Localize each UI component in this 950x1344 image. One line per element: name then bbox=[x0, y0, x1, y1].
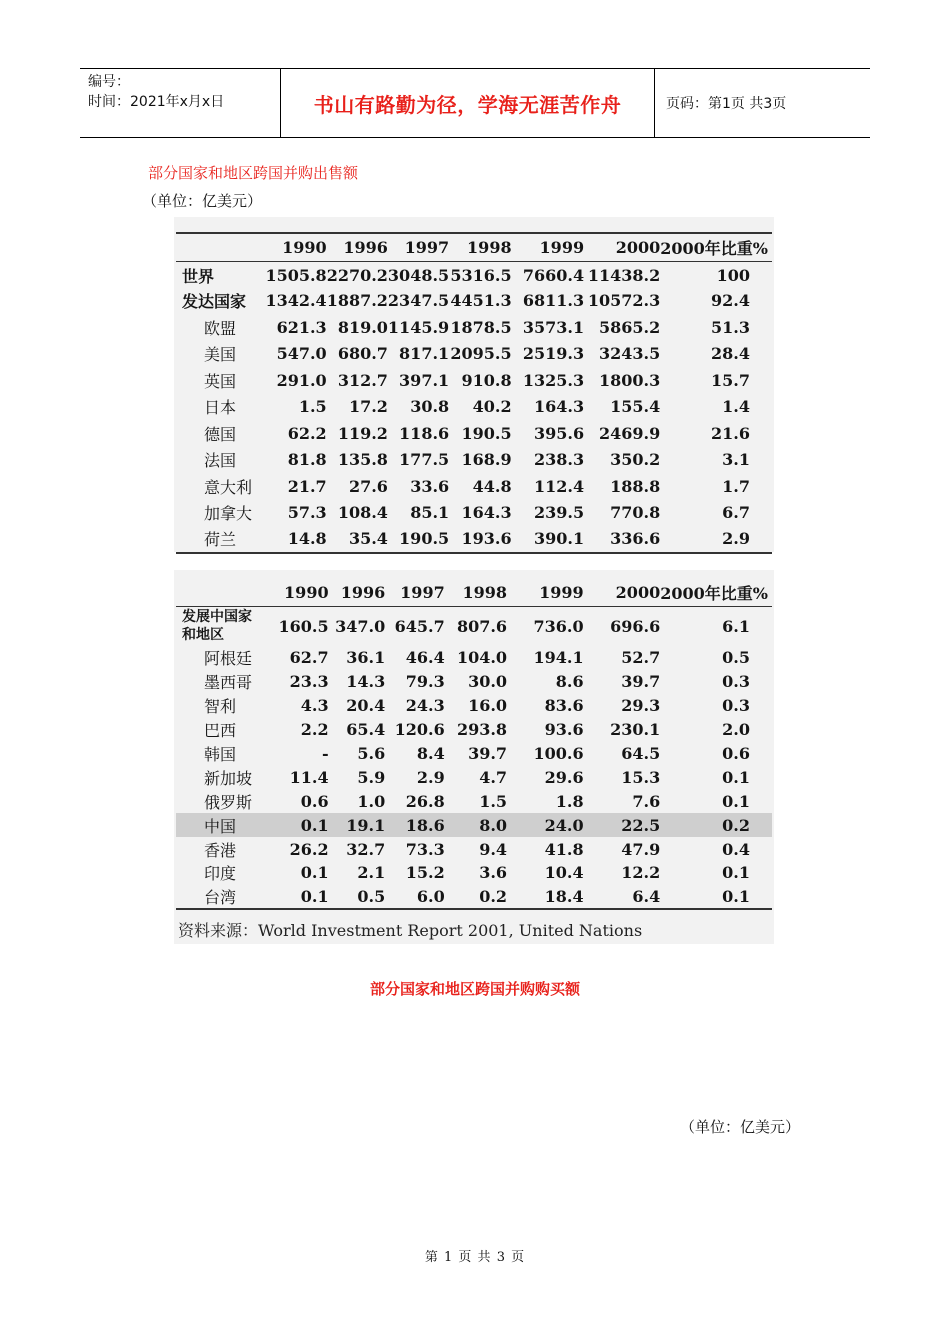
table-cell: 547.0 bbox=[276, 344, 327, 364]
table-cell: 108.4 bbox=[337, 503, 388, 523]
table-cell: 5.6 bbox=[357, 744, 386, 763]
row-label: 荷兰 bbox=[204, 530, 237, 550]
table-cell: 62.2 bbox=[287, 423, 327, 443]
table-row bbox=[176, 813, 772, 837]
table-cell: 18.6 bbox=[385, 813, 444, 837]
time-label: 时间：2021年x月x日 bbox=[88, 94, 225, 110]
table-cell: 32.7 bbox=[346, 839, 386, 859]
table-cell: 312.7 bbox=[337, 370, 388, 390]
header-meta bbox=[80, 69, 280, 137]
table-cell: 112.4 bbox=[533, 476, 585, 496]
table-row bbox=[176, 473, 772, 500]
table-cell: 12.2 bbox=[621, 863, 661, 883]
table-cell: 0.4 bbox=[722, 839, 750, 859]
row-label: 日本 bbox=[204, 398, 237, 418]
table-cell: 118.6 bbox=[399, 423, 450, 443]
table-cell: 0.1 bbox=[722, 886, 750, 906]
table-cell: 14.3 bbox=[346, 672, 386, 692]
row-label: 智利 bbox=[204, 697, 237, 717]
table-cell: 47.9 bbox=[621, 839, 661, 859]
table-cell: 397.1 bbox=[399, 370, 450, 390]
table-cell: 29.3 bbox=[621, 696, 661, 716]
row-label: 印度 bbox=[204, 864, 237, 884]
table-cell: 23.3 bbox=[289, 672, 329, 692]
table-cell: 239.5 bbox=[533, 503, 585, 523]
table-row bbox=[176, 837, 772, 861]
table-cell: 24.3 bbox=[405, 696, 445, 716]
page-header bbox=[80, 68, 870, 138]
table-cell: 2095.5 bbox=[450, 344, 512, 364]
table-cell: 17.2 bbox=[348, 397, 388, 417]
column-header bbox=[176, 233, 265, 261]
column-header: 1998 bbox=[462, 583, 508, 603]
row-label: 英国 bbox=[204, 371, 237, 391]
table-cell: 160.5 bbox=[278, 616, 329, 636]
table-cell: 0.1 bbox=[722, 791, 750, 811]
table-row bbox=[176, 694, 772, 718]
table-cell: 120.6 bbox=[394, 720, 445, 740]
column-header: 1999 bbox=[539, 237, 585, 257]
table-cell: 3048.5 bbox=[387, 266, 450, 285]
table-cell: 2347.5 bbox=[387, 291, 450, 311]
table-cell: 807.6 bbox=[456, 616, 508, 636]
row-label: 德国 bbox=[204, 424, 237, 444]
table-cell: 119.2 bbox=[337, 423, 388, 443]
table-cell: 1.5 bbox=[479, 791, 508, 811]
table-cell: 155.4 bbox=[610, 397, 661, 417]
table-cell: 16.0 bbox=[468, 696, 508, 716]
table-cell: 19.1 bbox=[329, 813, 386, 837]
table-cell: 2469.9 bbox=[599, 423, 661, 443]
table-cell: 770.8 bbox=[610, 503, 661, 523]
table-cell: - bbox=[321, 744, 329, 763]
row-label: 新加坡 bbox=[204, 768, 253, 788]
table-cell: 0.1 bbox=[300, 886, 329, 906]
table-cell: 8.0 bbox=[445, 813, 507, 837]
column-header: 1999 bbox=[539, 583, 584, 603]
table-cell: 395.6 bbox=[533, 423, 585, 443]
table-cell: 0.1 bbox=[722, 863, 750, 883]
table-cell: 3243.5 bbox=[599, 344, 661, 364]
table-cell: 24.0 bbox=[507, 813, 584, 837]
table-cell: 4.3 bbox=[300, 696, 329, 716]
table-cell: 1.0 bbox=[357, 791, 386, 811]
table-cell: 190.5 bbox=[461, 423, 512, 443]
table-cell: 0.3 bbox=[722, 696, 750, 716]
table-cell: 40.2 bbox=[472, 397, 512, 417]
row-label: 世界 bbox=[182, 267, 215, 286]
table-cell: 645.7 bbox=[394, 616, 445, 636]
table-row bbox=[176, 314, 772, 341]
table-cell: 8.6 bbox=[555, 672, 584, 692]
table-cell: 15.7 bbox=[711, 370, 750, 390]
table-cell: 1800.3 bbox=[599, 370, 661, 390]
row-label: 台湾 bbox=[204, 887, 237, 907]
table-cell: 30.8 bbox=[410, 397, 450, 417]
table-body bbox=[176, 261, 772, 553]
sales-unit: （单位：亿美元） bbox=[142, 192, 263, 210]
table-cell: 168.9 bbox=[461, 450, 512, 470]
column-header: 1997 bbox=[400, 583, 445, 603]
table-row bbox=[176, 367, 772, 394]
table-cell: 238.3 bbox=[533, 450, 585, 470]
row-label: 韩国 bbox=[204, 745, 237, 764]
table-cell: 0.6 bbox=[722, 744, 750, 763]
row-label: 欧盟 bbox=[204, 318, 237, 338]
row-label: 加拿大 bbox=[204, 504, 253, 524]
table-cell: 28.4 bbox=[711, 344, 750, 364]
column-header bbox=[176, 580, 271, 606]
table-cell: 93.6 bbox=[544, 720, 584, 740]
table-cell: 1325.3 bbox=[522, 370, 585, 390]
table-cell: 3573.1 bbox=[522, 317, 585, 337]
column-header: 2000年比重% bbox=[660, 584, 768, 604]
table-cell: 910.8 bbox=[461, 370, 512, 390]
table-body bbox=[176, 606, 772, 909]
row-label: 香港 bbox=[204, 840, 237, 860]
row-label: 发达国家 bbox=[182, 292, 247, 312]
table-cell: 5.9 bbox=[357, 767, 386, 787]
table-row bbox=[176, 526, 772, 553]
table-cell: 390.1 bbox=[533, 529, 585, 549]
table-row bbox=[176, 500, 772, 527]
table-row bbox=[176, 765, 772, 789]
table-cell: 3.1 bbox=[722, 450, 750, 470]
table-cell: 4.7 bbox=[479, 767, 508, 787]
table-cell: 57.3 bbox=[287, 503, 327, 523]
table-cell: 0.5 bbox=[357, 886, 386, 906]
column-header: 1998 bbox=[467, 237, 512, 257]
table-cell: 5865.2 bbox=[599, 317, 661, 337]
table-cell: 6.7 bbox=[722, 503, 750, 523]
table-cell: 73.3 bbox=[405, 839, 445, 859]
table-cell: 85.1 bbox=[410, 503, 450, 523]
table-cell: 26.8 bbox=[405, 791, 445, 811]
table-cell: 29.6 bbox=[544, 767, 584, 787]
header-motto: 书山有路勤为径，学海无涯苦作舟 bbox=[313, 92, 622, 117]
table-cell: 2.0 bbox=[722, 720, 750, 740]
table-cell: 62.7 bbox=[289, 648, 329, 668]
table-cell: 293.8 bbox=[456, 720, 508, 740]
header-divider bbox=[654, 69, 655, 137]
column-header: 1990 bbox=[282, 237, 327, 257]
table-cell: 188.8 bbox=[610, 476, 661, 496]
table-cell: 27.6 bbox=[348, 476, 388, 496]
row-label: 阿根廷 bbox=[204, 649, 253, 669]
table-cell: 680.7 bbox=[337, 344, 388, 364]
table-cell: 0.5 bbox=[722, 648, 750, 668]
table-cell: 2270.2 bbox=[326, 266, 388, 285]
table-cell: 83.6 bbox=[544, 696, 584, 716]
table-cell: 2.1 bbox=[357, 863, 386, 883]
table-header-row bbox=[176, 580, 772, 606]
table-cell: 6.1 bbox=[722, 616, 750, 636]
table-cell: 14.8 bbox=[287, 529, 327, 549]
source-note bbox=[178, 918, 642, 941]
table-row bbox=[176, 261, 772, 288]
source-text: World Investment Report 2001, United Nations bbox=[258, 921, 643, 940]
sales-table-developing bbox=[176, 580, 772, 910]
table-cell: 6.4 bbox=[632, 886, 661, 906]
table-cell: 15.3 bbox=[621, 767, 661, 787]
table-cell: 0.6 bbox=[300, 791, 329, 811]
table-cell: 11438.2 bbox=[587, 266, 661, 285]
table-cell: 79.3 bbox=[405, 672, 445, 692]
page-footer: 第 1 页 共 3 页 bbox=[424, 1250, 526, 1265]
table-cell: 350.2 bbox=[610, 450, 661, 470]
table-cell: 39.7 bbox=[621, 672, 661, 692]
table-cell: 193.6 bbox=[461, 529, 512, 549]
table-cell: 0.2 bbox=[479, 886, 508, 906]
table-cell: 819.0 bbox=[337, 317, 388, 337]
table-cell: 2.9 bbox=[722, 529, 750, 549]
table-cell: 0.1 bbox=[271, 813, 329, 837]
table-row bbox=[176, 789, 772, 813]
table-row bbox=[176, 288, 772, 315]
table-cell: 347.0 bbox=[335, 616, 386, 636]
table-cell: 7660.4 bbox=[522, 266, 585, 285]
table-cell: 135.8 bbox=[337, 450, 388, 470]
table-cell: 0.3 bbox=[722, 672, 750, 692]
table-row bbox=[176, 670, 772, 694]
table-cell: 10572.3 bbox=[587, 291, 661, 311]
row-label: 巴西 bbox=[204, 721, 237, 741]
table-cell: 1.7 bbox=[722, 476, 750, 496]
table-cell: 18.4 bbox=[544, 886, 584, 906]
table-cell: 1.5 bbox=[298, 397, 327, 417]
table-cell: 2519.3 bbox=[522, 344, 585, 364]
table-cell: 1887.2 bbox=[326, 291, 388, 311]
table-cell: 0.1 bbox=[722, 767, 750, 787]
table-row bbox=[176, 885, 772, 909]
table-cell: 100.6 bbox=[533, 744, 584, 763]
column-header: 1996 bbox=[340, 583, 386, 603]
table-row-developing bbox=[176, 606, 772, 646]
header-page-info: 页码：第1页 共3页 bbox=[666, 96, 787, 112]
column-header: 2000 bbox=[615, 237, 661, 257]
table-cell: 194.1 bbox=[533, 648, 584, 668]
table-cell: 8.4 bbox=[416, 744, 445, 763]
table-cell: 1342.4 bbox=[265, 291, 327, 311]
table-cell: 4451.3 bbox=[450, 291, 512, 311]
column-header: 2000 bbox=[615, 583, 661, 603]
row-label bbox=[176, 606, 271, 646]
table-cell: 51.3 bbox=[711, 317, 750, 337]
table-cell: 10.4 bbox=[544, 863, 584, 883]
table-cell: 36.1 bbox=[346, 648, 386, 668]
table-cell: 41.8 bbox=[544, 839, 584, 859]
table-cell: 3.6 bbox=[479, 863, 508, 883]
row-label-line: 发展中国家 bbox=[182, 609, 252, 626]
row-label: 墨西哥 bbox=[204, 673, 253, 693]
table-cell: 1.4 bbox=[722, 397, 750, 417]
row-label: 美国 bbox=[204, 345, 237, 365]
table-cell: 104.0 bbox=[456, 648, 508, 668]
table-cell: 44.8 bbox=[472, 476, 512, 496]
table-cell: 177.5 bbox=[399, 450, 450, 470]
table-cell: 6811.3 bbox=[522, 291, 585, 311]
table-cell: 1.8 bbox=[555, 791, 584, 811]
column-header: 1990 bbox=[284, 583, 329, 603]
table-cell: 35.4 bbox=[348, 529, 388, 549]
table-cell: 696.6 bbox=[610, 616, 661, 636]
table-cell: 64.5 bbox=[621, 744, 661, 763]
table-cell: 20.4 bbox=[346, 696, 386, 716]
row-label: 意大利 bbox=[204, 477, 253, 497]
table-cell: 1878.5 bbox=[450, 317, 512, 337]
column-header: 1996 bbox=[343, 237, 388, 257]
table-row bbox=[176, 861, 772, 885]
sales-caption: 部分国家和地区跨国并购出售额 bbox=[148, 164, 359, 182]
source-label: 资料来源： bbox=[178, 921, 259, 940]
table-cell: 9.4 bbox=[479, 839, 508, 859]
table-cell: 621.3 bbox=[276, 317, 327, 337]
table-cell: 100 bbox=[716, 266, 750, 285]
column-header: 2000年比重% bbox=[660, 238, 768, 258]
table-row bbox=[176, 394, 772, 421]
row-label-line: 和地区 bbox=[182, 627, 224, 644]
table-cell: 1505.8 bbox=[265, 266, 327, 285]
table-row bbox=[176, 447, 772, 474]
table-cell: 5316.5 bbox=[450, 266, 512, 285]
table-cell: 46.4 bbox=[405, 648, 445, 668]
table-cell: 11.4 bbox=[289, 767, 329, 787]
table-cell: 0.2 bbox=[660, 813, 772, 837]
table-cell: 15.2 bbox=[405, 863, 445, 883]
table-cell: 291.0 bbox=[276, 370, 327, 390]
row-label: 中国 bbox=[176, 813, 271, 837]
table-row bbox=[176, 718, 772, 742]
table-cell: 2.2 bbox=[300, 720, 329, 740]
table-cell: 164.3 bbox=[461, 503, 512, 523]
table-row bbox=[176, 742, 772, 766]
table-header-row bbox=[176, 233, 772, 261]
table-cell: 230.1 bbox=[610, 720, 661, 740]
table-cell: 336.6 bbox=[610, 529, 661, 549]
purchases-unit: （单位：亿美元） bbox=[680, 1118, 801, 1136]
row-label: 法国 bbox=[204, 451, 237, 471]
table-cell: 6.0 bbox=[416, 886, 445, 906]
sales-table-developed bbox=[176, 232, 772, 554]
number-label: 编号： bbox=[88, 74, 130, 90]
table-cell: 2.9 bbox=[416, 767, 445, 787]
table-cell: 52.7 bbox=[621, 648, 661, 668]
table-row bbox=[176, 646, 772, 670]
table-cell: 190.5 bbox=[399, 529, 450, 549]
table-row bbox=[176, 420, 772, 447]
table-row bbox=[176, 341, 772, 368]
table-cell: 21.6 bbox=[711, 423, 750, 443]
table-cell: 26.2 bbox=[289, 839, 329, 859]
table-cell: 164.3 bbox=[533, 397, 585, 417]
table-cell: 7.6 bbox=[632, 791, 661, 811]
column-header: 1997 bbox=[404, 237, 450, 257]
table-cell: 22.5 bbox=[584, 813, 661, 837]
table-cell: 736.0 bbox=[533, 616, 584, 636]
table-cell: 39.7 bbox=[468, 744, 508, 763]
table-cell: 33.6 bbox=[410, 476, 450, 496]
table-cell: 65.4 bbox=[346, 720, 386, 740]
table-cell: 30.0 bbox=[468, 672, 508, 692]
table-cell: 1145.9 bbox=[387, 317, 450, 337]
table-cell: 92.4 bbox=[711, 291, 750, 311]
table-cell: 0.1 bbox=[300, 863, 329, 883]
table-cell: 817.1 bbox=[399, 344, 450, 364]
table-cell: 21.7 bbox=[287, 476, 327, 496]
row-label: 俄罗斯 bbox=[204, 792, 253, 812]
purchases-caption: 部分国家和地区跨国并购购买额 bbox=[369, 980, 580, 998]
table-cell: 81.8 bbox=[287, 450, 327, 470]
